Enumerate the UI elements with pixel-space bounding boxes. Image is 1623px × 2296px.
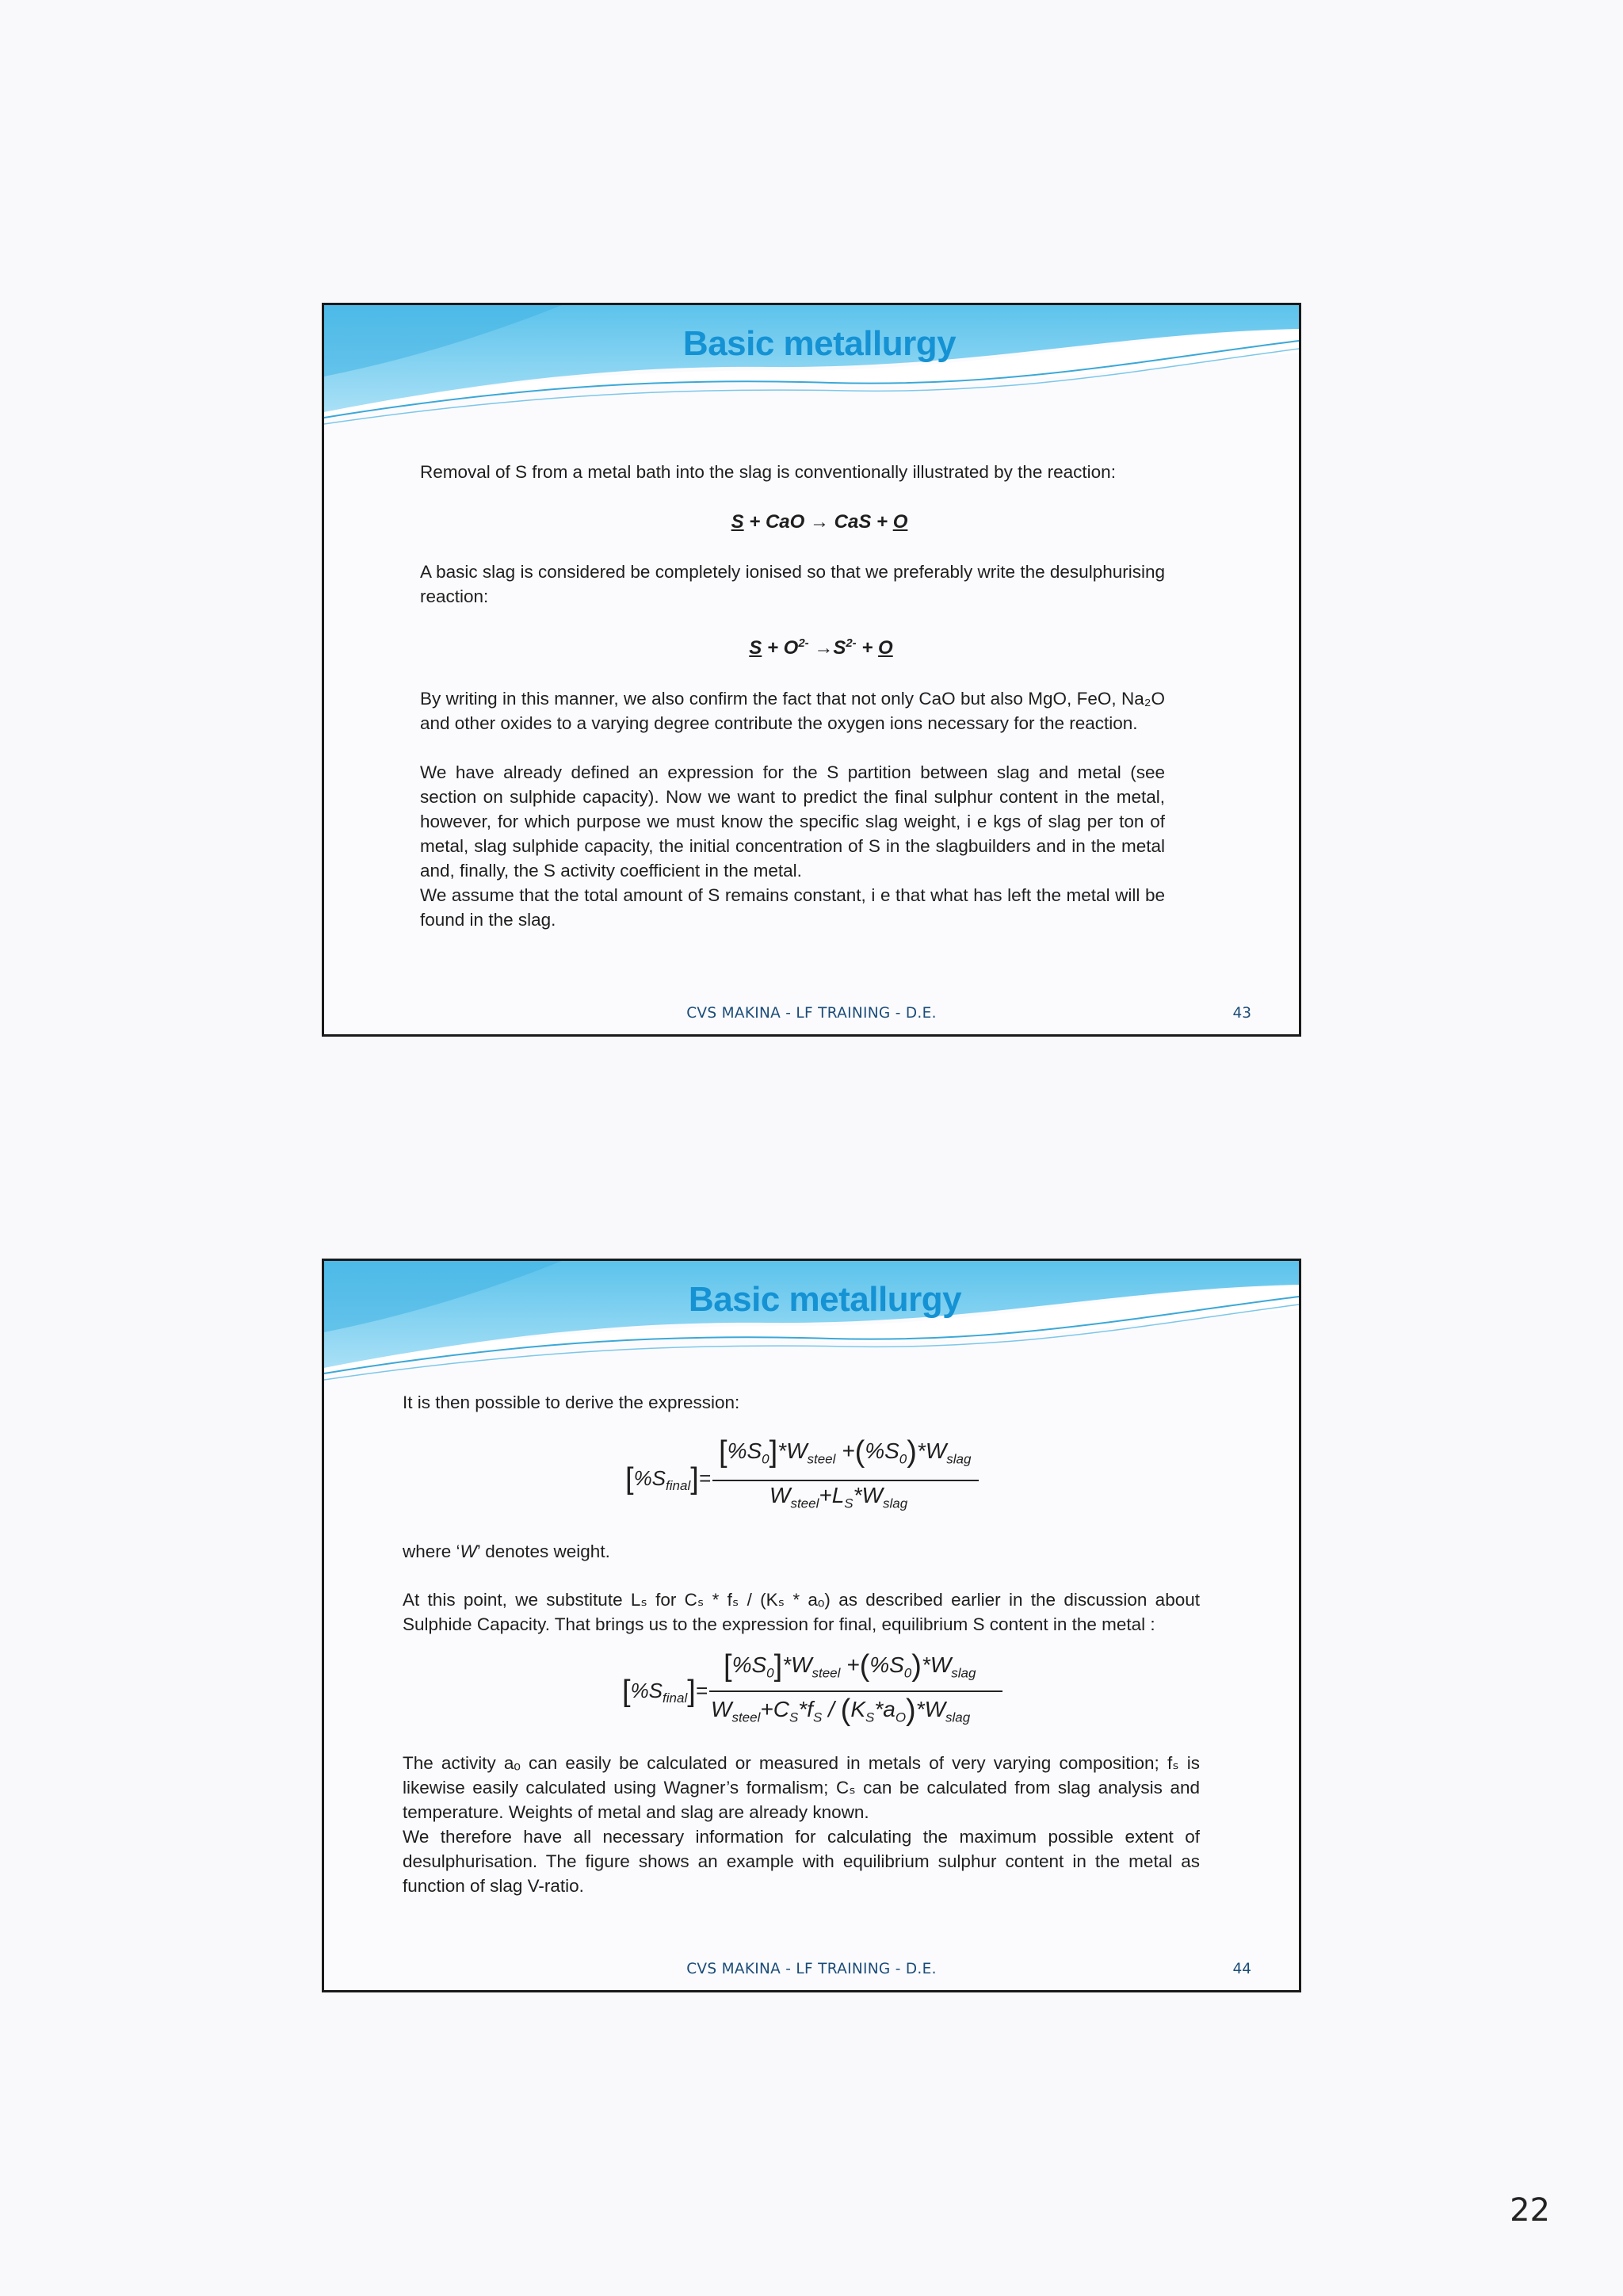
paragraph-oxides: By writing in this manner, we also confirm the fact that not only CaO but also MgO, FeO, Na₂O and other oxides to a varying degree contribute the oxygen ions necessary for the reaction. [420, 689, 1165, 733]
paragraph-derive: It is then possible to derive the expression: [403, 1392, 740, 1412]
slide-number: 44 [1232, 1961, 1251, 1977]
slide-title: Basic metallurgy [682, 324, 957, 363]
formula-s-final-1: $[\%S_{final}]=$ $[\%S_0]*W_{steel} +(\%S_0)*W_{slag}$ $W_{steel}+L_S*W_{slag}$ [625, 1435, 1037, 1522]
slide-44 [322, 1259, 1301, 1992]
paragraph-partition: We have already defined an expression for the S partition between slag and metal (see section on sulphide capacity). Now we want to predict the final sulphur content in the metal, however, for which purpose we must know the specific slag weight, i e kgs of slag per ton of metal, slag sulphide capacity, the initial concentration of S in the slagbuilders and in the metal and, finally, the S activity coefficient in the metal. [420, 762, 1165, 881]
paragraph-substitute: At this point, we substitute Lₛ for Cₛ * fₛ / (Kₛ * aₒ) as described earlier in the discussion about Sulphide Capacity. That brings us to the expression for final, equilibrium S content in the metal : [403, 1590, 1200, 1634]
paragraph-activity: The activity aₒ can easily be calculated or measured in metals of very varying composition; fₛ is likewise easily calculated using Wagner’s formalism; Cₛ can be calculated from slag analysis and temperature. Weights of metal and slag are already known. [403, 1753, 1200, 1822]
reaction-equation-1: S + CaO → CaS + O [731, 511, 908, 533]
formula-s-final-2: $[\%S_{final}]=$ $[\%S_0]*W_{steel} +(\%S_0)*W_{slag}$ $W_{steel}+C_S*f_S / (K_S*a_O)*W_{slag}$ [622, 1649, 1066, 1736]
slide-number: 43 [1232, 1005, 1251, 1022]
paragraph-ionised-slag: A basic slag is considered be completely ionised so that we preferably write the desulphurising reaction: [420, 562, 1165, 606]
slide-footer: CVS MAKINA - LF TRAINING - D.E. [686, 1961, 937, 1977]
paragraph-conclusion: We therefore have all necessary information for calculating the maximum possible extent of desulphurisation. The figure shows an example with equilibrium sulphur content in the metal as function of slag V-ratio. [403, 1827, 1200, 1896]
paragraph-intro: Removal of S from a metal bath into the slag is conventionally illustrated by the reaction: [420, 462, 1116, 482]
slide-footer: CVS MAKINA - LF TRAINING - D.E. [686, 1005, 937, 1022]
paragraph-total-s: We assume that the total amount of S remains constant, i e that what has left the metal will be found in the slag. [420, 885, 1165, 930]
slide-43 [322, 303, 1301, 1037]
slide-title: Basic metallurgy [688, 1280, 962, 1319]
paragraph-where-w: where ‘W’ denotes weight. [403, 1541, 610, 1561]
page-number: 22 [1510, 2192, 1550, 2229]
reaction-equation-2: $S + O^{2-} \to S^{2-} + O$ [749, 636, 893, 659]
